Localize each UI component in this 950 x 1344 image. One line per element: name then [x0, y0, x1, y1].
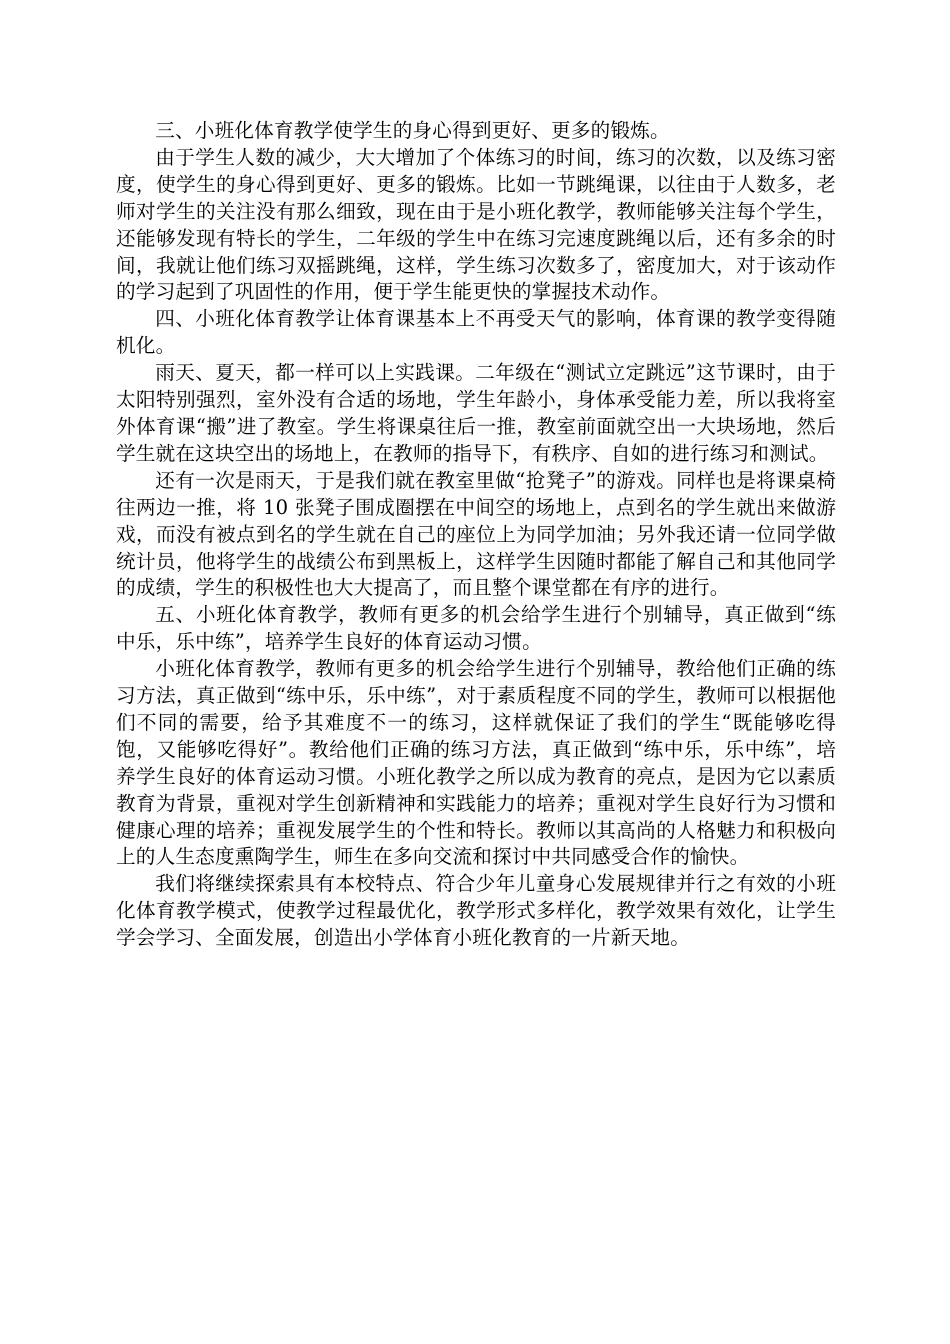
paragraph-conclusion: 我们将继续探索具有本校特点、符合少年儿童身心发展规律并行之有效的小班化体育教学模式，使教学过程最优化，教学形式多样化，教学效果有效化，让学生学会学习、全面发展，创造出小学体育小班化教育的一片新天地。: [116, 872, 836, 950]
paragraph-individual-guidance: 小班化体育教学，教师有更多的机会给学生进行个别辅导，教给他们正确的练习方法，真正做到“练中乐，乐中练”，对于素质程度不同的学生，教师可以根据他们不同的需要，给予其难度不一的练习，这样就保证了我们的学生“既能够吃得饱，又能够吃得好”。教给他们正确的练习方法，真正做到“练中乐，乐中练”，培养学生良好的体育运动习惯。小班化教学之所以成为教育的亮点，是因为它以素质教育为背景，重视对学生创新精神和实践能力的培养；重视对学生良好行为习惯和健康心理的培养；重视发展学生的个性和特长。教师以其高尚的人格魅力和积极向上的人生态度熏陶学生，师生在多向交流和探讨中共同感受合作的愉快。: [116, 657, 836, 869]
paragraph-jump-rope: 由于学生人数的减少，大大增加了个体练习的时间，练习的次数，以及练习密度，使学生的身心得到更好、更多的锻炼。比如一节跳绳课，以往由于人数多，老师对学生的关注没有那么细致，现在由于是小班化教学，教师能够关注每个学生，还能够发现有特长的学生，二年级的学生中在练习完速度跳绳以后，还有多余的时间，我就让他们练习双摇跳绳，这样，学生练习次数多了，密度加大，对于该动作的学习起到了巩固性的作用，便于学生能更快的掌握技术动作。: [116, 145, 836, 304]
section-heading-three: 三、小班化体育教学使学生的身心得到更好、更多的锻炼。: [155, 119, 670, 142]
document-page: [116, 118, 836, 952]
section-heading-five: 五、小班化体育教学，教师有更多的机会给学生进行个别辅导，真正做到“练中乐，乐中练”，培养学生良好的体育运动习惯。: [116, 603, 836, 654]
paragraph-rainy-summer: 雨天、夏天，都一样可以上实践课。二年级在“测试立定跳远”这节课时，由于太阳特别强烈，室外没有合适的场地，学生年龄小，身体承受能力差，所以我将室外体育课“搬”进了教室。学生将课桌往后一推，教室前面就空出一大块场地，然后学生就在这块空出的场地上，在教师的指导下，有秩序、自如的进行练习和测试。: [116, 361, 836, 465]
section-heading-four: 四、小班化体育教学让体育课基本上不再受天气的影响，体育课的教学变得随机化。: [116, 307, 836, 358]
paragraph-chair-game: 还有一次是雨天，于是我们就在教室里做“抢凳子”的游戏。同样也是将课桌椅往两边一推，将 10 张凳子围成圈摆在中间空的场地上，点到名的学生就出来做游戏，而没有被点到名的学生就在自己的座位上为同学加油；另外我还请一位同学做统计员，他将学生的战绩公布到黑板上，这样学生因随时都能了解自己和其他同学的成绩，学生的积极性也大大提高了，而且整个课堂都在有序的进行。: [116, 468, 836, 600]
